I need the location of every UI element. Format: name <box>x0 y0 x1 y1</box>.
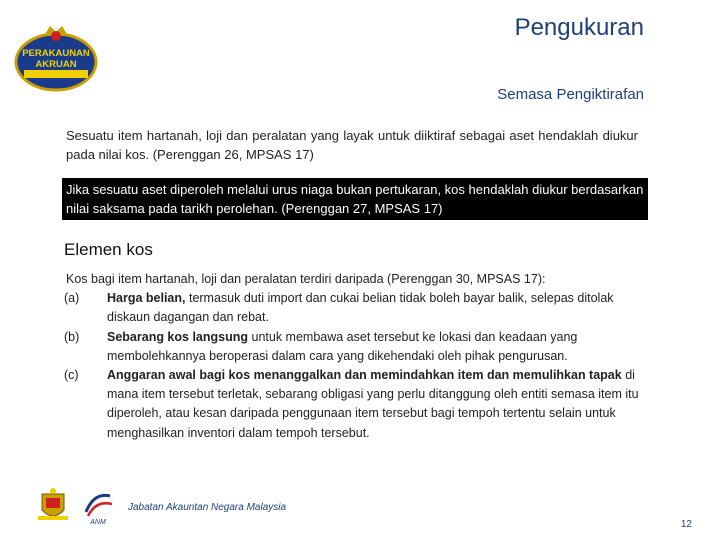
list-marker: (c) <box>64 368 79 383</box>
logo-text-line-1: PERAKAUNAN <box>22 48 90 59</box>
coat-of-arms-icon <box>38 488 68 520</box>
anm-label: ANM <box>90 519 106 526</box>
list-item-rest: di mana item tersebut terletak, sebarang obligasi yang perlu ditanggung oleh entiti semasa item itu diperoleh, atau kesan daripada penggunaan item tersebut bagi tempoh tertentu selain untuk menghasilkan inventori dalam tempoh tersebut. <box>107 368 639 440</box>
page-subtitle: Semasa Pengiktirafan <box>497 86 644 103</box>
footer-logos <box>34 486 118 526</box>
cost-elements-intro: Kos bagi item hartanah, loji dan peralatan terdiri daripada (Perenggan 30, MPSAS 17): <box>66 272 546 286</box>
section-heading: Elemen kos <box>64 240 153 259</box>
highlight-box: Jika sesuatu aset diperoleh melalui urus niaga bukan pertukaran, kos hendaklah diukur berdasarkan nilai saksama pada tarikh perolehan. (Perenggan 27, MPSAS 17) <box>62 178 648 220</box>
list-item-lead: Harga belian, <box>107 291 186 306</box>
list-item <box>64 366 654 443</box>
list-item-lead: Sebarang kos langsung <box>107 329 249 344</box>
logo-text-line-2: AKRUAN <box>35 59 77 70</box>
list-item-rest: termasuk duti import dan cukai belian tidak boleh bayar balik, selepas ditolak diskaun dagangan dan rebat. <box>107 291 614 325</box>
list-item-lead: Anggaran awal bagi kos menanggalkan dan memindahkan item dan memulihkan tapak <box>107 368 622 383</box>
list-item-text <box>107 328 654 366</box>
list-item-text <box>107 289 654 327</box>
perakaunan-akruan-logo <box>14 22 98 94</box>
anm-logo-icon <box>86 495 112 526</box>
footer-org-name: Jabatan Akauntan Negara Malaysia <box>128 502 287 513</box>
cost-elements-block <box>64 270 654 443</box>
intro-paragraph: Sesuatu item hartanah, loji dan peralatan yang layak untuk diiktiraf sebagai aset hendaklah diukur pada nilai kos. (Perenggan 26, MPSAS 17) <box>66 128 638 162</box>
page-number: 12 <box>680 519 692 530</box>
list-item-rest: untuk membawa aset tersebut ke lokasi dan keadaan yang membolehkannya beroperasi dalam cara yang dikehendaki oleh pihak pengurusan. <box>107 329 578 363</box>
list-item <box>64 328 654 366</box>
list-marker: (b) <box>64 329 80 344</box>
page-title: Pengukuran <box>514 14 644 41</box>
list-item <box>64 289 654 327</box>
list-item-text <box>107 366 654 443</box>
list-marker: (a) <box>64 291 80 306</box>
